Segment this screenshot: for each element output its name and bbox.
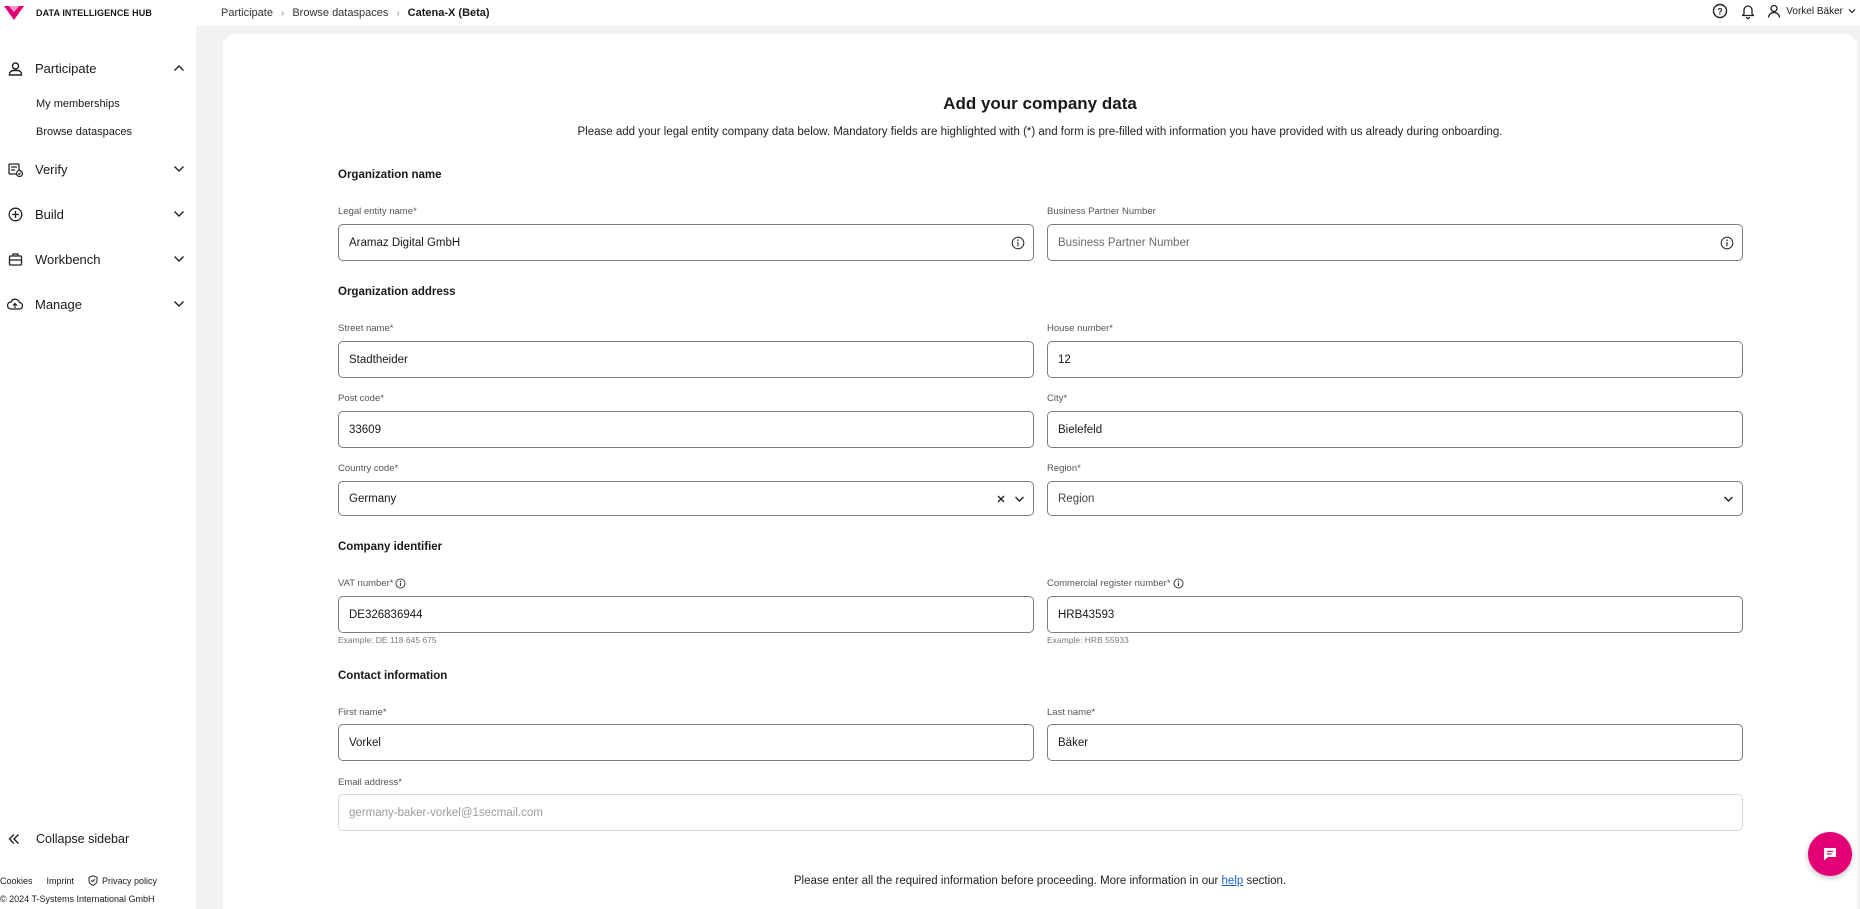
sidebar-item-label: Workbench xyxy=(35,251,101,267)
sidebar-item-my-memberships[interactable]: My memberships xyxy=(36,98,120,110)
email-address-label: Email address* xyxy=(338,777,402,788)
heart-logo-icon xyxy=(2,5,26,21)
section-organization-name: Organization name xyxy=(338,169,442,181)
verify-icon xyxy=(7,161,23,177)
double-chevron-left-icon xyxy=(8,833,22,845)
commercial-register-number-hint: Example: HRB 55933 xyxy=(1047,635,1129,645)
page-subtitle: Please add your legal entity company data below. Mandatory fields are highlighted with (*) and form is pre-filled with information you have provided with us already during onboarding. xyxy=(577,126,1503,138)
footer-links xyxy=(0,875,157,886)
required-info-notice: Please enter all the required information before proceeding. More information in our help section. xyxy=(793,875,1287,887)
clear-icon[interactable] xyxy=(996,494,1006,504)
business-partner-number-input[interactable] xyxy=(1047,224,1743,261)
chevron-down-icon[interactable] xyxy=(1014,495,1025,503)
sidebar-item-browse-dataspaces[interactable]: Browse dataspaces xyxy=(36,126,132,138)
legal-entity-name-value: Aramaz Digital GmbH xyxy=(349,236,461,249)
vat-number-input[interactable] xyxy=(338,596,1034,633)
top-bar xyxy=(0,0,1860,26)
imprint-link[interactable]: Imprint xyxy=(46,875,75,886)
sidebar-item-label: Manage xyxy=(35,296,82,312)
breadcrumb-item-current: Catena-X (Beta) xyxy=(407,7,490,19)
info-icon[interactable] xyxy=(1720,236,1734,250)
city-input[interactable] xyxy=(1047,411,1743,448)
first-name-input[interactable] xyxy=(338,724,1034,761)
city-label: City* xyxy=(1047,393,1068,404)
cookies-link[interactable]: Cookies xyxy=(0,875,33,886)
breadcrumb xyxy=(221,7,490,19)
chat-button[interactable] xyxy=(1808,832,1852,876)
breadcrumb-item-participate[interactable]: Participate xyxy=(221,7,273,19)
city-value: Bielefeld xyxy=(1058,423,1103,436)
first-name-label: First name* xyxy=(338,707,387,718)
email-address-input xyxy=(338,794,1743,831)
sidebar-item-verify[interactable] xyxy=(0,155,186,183)
section-company-identifier: Company identifier xyxy=(338,541,443,553)
region-label: Region* xyxy=(1047,463,1081,474)
street-name-label: Street name* xyxy=(338,323,394,334)
business-partner-number-label: Business Partner Number xyxy=(1047,206,1156,217)
chevron-down-icon xyxy=(172,162,186,176)
last-name-input[interactable] xyxy=(1047,724,1743,761)
plus-circle-icon xyxy=(7,206,23,222)
post-code-label: Post code* xyxy=(338,393,384,404)
help-link[interactable]: help xyxy=(1221,875,1244,887)
chevron-down-icon xyxy=(1848,7,1856,15)
last-name-value: Bäker xyxy=(1058,736,1089,749)
copyright: © 2024 T-Systems International GmbH xyxy=(0,894,155,904)
breadcrumb-item-browse-dataspaces[interactable]: Browse dataspaces xyxy=(292,7,389,19)
chat-icon xyxy=(1821,845,1839,863)
user-icon xyxy=(1767,4,1781,18)
chevron-down-icon xyxy=(172,297,186,311)
street-name-value: Stadtheider xyxy=(349,353,408,366)
sidebar-item-manage[interactable] xyxy=(0,290,186,318)
person-icon xyxy=(7,60,23,76)
vat-number-value: DE326836944 xyxy=(349,608,423,621)
bell-icon[interactable] xyxy=(1739,2,1757,20)
app-name: DATA INTELLIGENCE HUB xyxy=(36,8,152,18)
collapse-sidebar-label: Collapse sidebar xyxy=(36,832,130,846)
sidebar-item-label: Verify xyxy=(35,161,68,177)
post-code-value: 33609 xyxy=(349,423,381,436)
user-name: Vorkel Bäker xyxy=(1786,5,1843,17)
commercial-register-number-value: HRB43593 xyxy=(1058,608,1115,621)
first-name-value: Vorkel xyxy=(349,736,381,749)
region-placeholder: Region xyxy=(1058,492,1095,505)
info-icon[interactable] xyxy=(1173,578,1184,589)
sidebar-item-build[interactable] xyxy=(0,200,186,228)
house-number-label: House number* xyxy=(1047,323,1114,334)
breadcrumb-separator-icon: › xyxy=(396,7,400,19)
sidebar-item-participate[interactable] xyxy=(0,54,186,82)
svg-text:?: ? xyxy=(1717,6,1724,17)
section-organization-address: Organization address xyxy=(338,286,456,298)
chevron-up-icon xyxy=(172,61,186,75)
vat-number-hint: Example: DE 118 645 675 xyxy=(338,635,437,645)
country-code-select[interactable] xyxy=(338,481,1034,516)
sidebar-item-workbench[interactable] xyxy=(0,245,186,273)
region-select[interactable] xyxy=(1047,481,1743,516)
info-icon[interactable] xyxy=(1011,236,1025,250)
legal-entity-name-input[interactable] xyxy=(338,224,1034,261)
email-address-value: germany-baker-vorkel@1secmail.com xyxy=(349,806,543,819)
country-code-value: Germany xyxy=(349,492,397,505)
post-code-input[interactable] xyxy=(338,411,1034,448)
commercial-register-number-label: Commercial register number* xyxy=(1047,578,1184,589)
shield-icon xyxy=(88,875,98,886)
legal-entity-name-label: Legal entity name* xyxy=(338,206,417,217)
company-data-form xyxy=(223,34,1857,909)
sidebar-item-label: Build xyxy=(35,206,64,222)
chevron-down-icon xyxy=(172,252,186,266)
brand[interactable] xyxy=(0,5,221,21)
sidebar-item-label: Participate xyxy=(35,60,97,76)
breadcrumb-separator-icon: › xyxy=(280,7,285,19)
country-code-label: Country code* xyxy=(338,463,399,474)
chevron-down-icon[interactable] xyxy=(1723,495,1734,503)
vat-number-label: VAT number* xyxy=(338,578,406,589)
house-number-value: 12 xyxy=(1058,353,1071,366)
commercial-register-number-input[interactable] xyxy=(1047,596,1743,633)
chevron-down-icon xyxy=(172,207,186,221)
sidebar xyxy=(0,26,196,909)
briefcase-icon xyxy=(7,251,23,267)
collapse-sidebar-button[interactable] xyxy=(0,832,129,846)
cloud-upload-icon xyxy=(7,296,23,312)
privacy-policy-link[interactable] xyxy=(88,875,157,886)
info-icon[interactable] xyxy=(395,578,406,589)
header-actions xyxy=(1711,0,1860,22)
business-partner-number-placeholder: Business Partner Number xyxy=(1058,236,1190,249)
last-name-label: Last name* xyxy=(1047,707,1096,718)
house-number-input[interactable] xyxy=(1047,341,1743,378)
section-contact-information: Contact information xyxy=(338,670,448,682)
user-menu[interactable] xyxy=(1767,4,1856,18)
page-title: Add your company data xyxy=(943,94,1137,113)
street-name-input[interactable] xyxy=(338,341,1034,378)
help-icon[interactable] xyxy=(1711,2,1729,20)
privacy-policy-label: Privacy policy xyxy=(102,875,158,886)
